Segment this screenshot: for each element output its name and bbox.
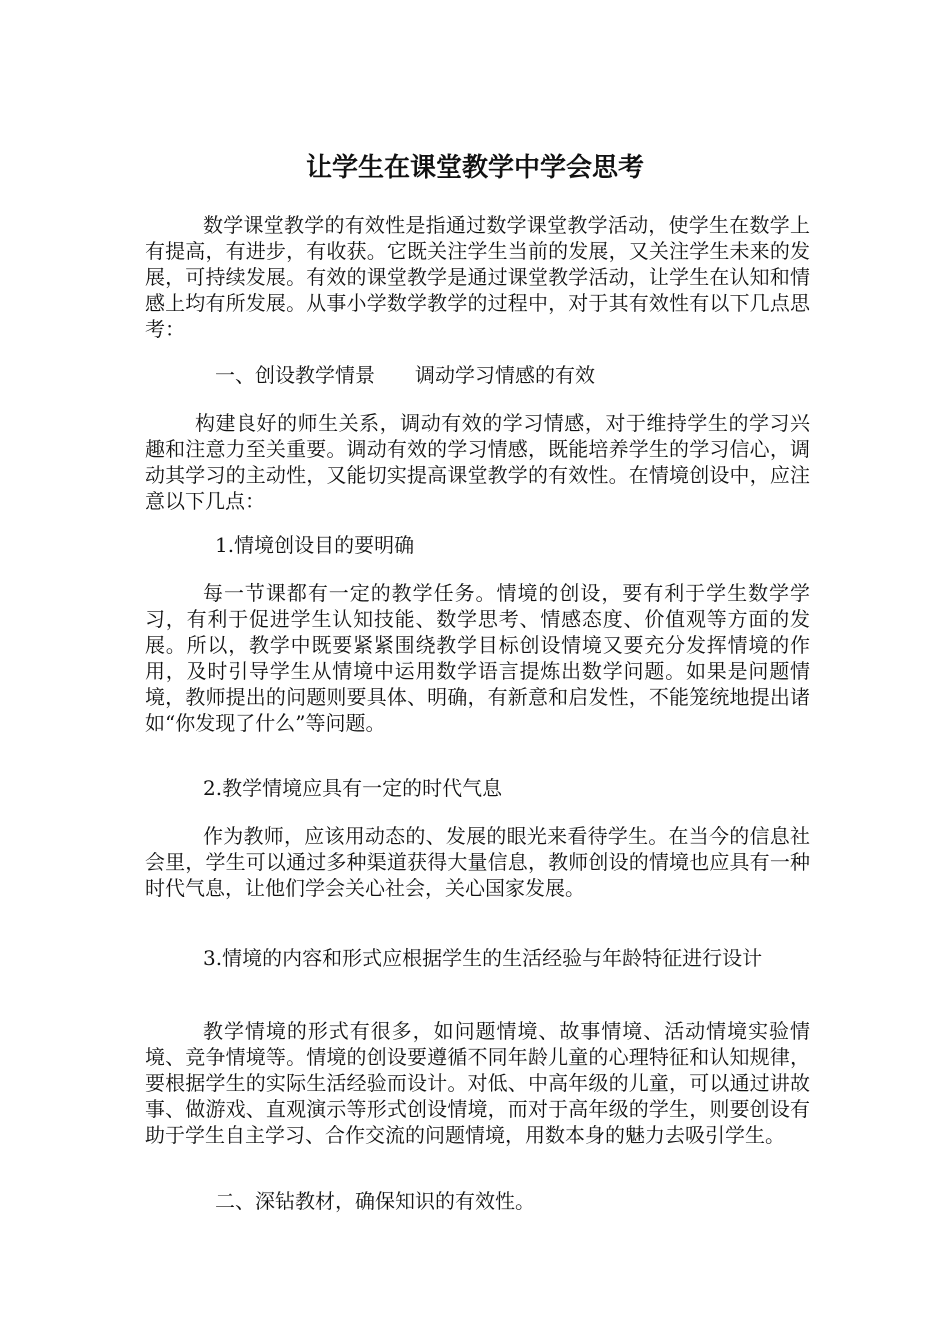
subsection-2-paragraph: 作为教师，应该用动态的、发展的眼光来看待学生。在当今的信息社会里，学生可以通过多种渠道获得大量信息，教师创设的情境也应具有一种时代气息，让他们学会关心社会，关心国家发展。 xyxy=(145,824,810,900)
section-heading-2: 二、深钻教材，确保知识的有效性。 xyxy=(215,1189,535,1213)
intro-paragraph: 数学课堂教学的有效性是指通过数学课堂教学活动，使学生在数学上有提高，有进步，有收获。它既关注学生当前的发展，又关注学生未来的发展，可持续发展。有效的课堂教学是通过课堂教学活动，让学生在认知和情感上均有所发展。从事小学数学教学的过程中，对于其有效性有以下几点思考： xyxy=(145,213,810,341)
subheading-3: 3.情境的内容和形式应根据学生的生活经验与年龄特征进行设计 xyxy=(203,946,763,970)
subsection-1-paragraph: 每一节课都有一定的教学任务。情境的创设，要有利于学生数学学习，有利于促进学生认知技能、数学思考、情感态度、价值观等方面的发展。所以，教学中既要紧紧围绕教学目标创设情境又要充分发挥情境的作用，及时引导学生从情境中运用数学语言提炼出数学问题。如果是问题情境，教师提出的问题则要具体、明确，有新意和启发性，不能笼统地提出诸如“你发现了什么”等问题。 xyxy=(145,581,810,735)
subheading-2: 2.教学情境应具有一定的时代气息 xyxy=(203,776,503,800)
section-1-paragraph: 构建良好的师生关系，调动有效的学习情感，对于维持学生的学习兴趣和注意力至关重要。调动有效的学习情感，既能培养学生的学习信心，调动其学习的主动性，又能切实提高课堂教学的有效性。在情境创设中，应注意以下几点： xyxy=(145,411,810,513)
document-title: 让学生在课堂教学中学会思考 xyxy=(305,153,644,183)
subsection-3-paragraph: 教学情境的形式有很多，如问题情境、故事情境、活动情境实验情境、竞争情境等。情境的创设要遵循不同年龄儿童的心理特征和认知规律，要根据学生的实际生活经验而设计。对低、中高年级的儿童，可以通过讲故事、做游戏、直观演示等形式创设情境，而对于高年级的学生，则要创设有助于学生自主学习、合作交流的问题情境，用数本身的魅力去吸引学生。 xyxy=(145,1019,810,1147)
subheading-1: 1.情境创设目的要明确 xyxy=(215,533,415,557)
section-heading-1: 一、创设教学情景 调动学习情感的有效 xyxy=(215,363,595,387)
